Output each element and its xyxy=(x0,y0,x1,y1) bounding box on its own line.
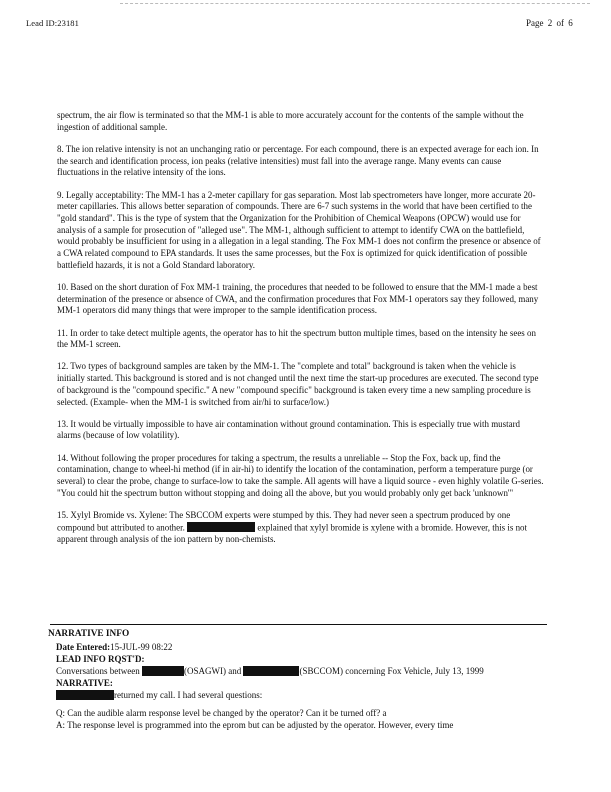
paragraph-12: 12. Two types of background samples are taken by the MM-1. The "complete and total" background is taken when the vehicle is initially started. This background is stored and is not changed until the next time the start-up procedures are executed. The second type of background is the "compound specific." A new "compound specific" background is taken every time a new sampling procedure is selected. (Example- when the MM-1 is switched from air/hi to surface/low.) xyxy=(57,361,539,407)
conversation-text-c: (SBCCOM) concerning Fox Vehicle, July 13, 1999 xyxy=(299,666,484,676)
paragraph-14: 14. Without following the proper procedures for taking a spectrum, the results a unreliable -- Stop the Fox, back up, find the contamination, change to wheel-hi method (if in air-hi) to identify the location of the contamination, perform a temperature purge (or several) to clear the probe, change to surface-low to take the sample. All agents will have a liquid source - even highly volatile G-series. "You could hit the spectrum button without stopping and doing all the above, but you would probably only get back 'unknown'" xyxy=(57,452,544,498)
narrative-label-row xyxy=(56,677,548,689)
top-edge-rule xyxy=(120,3,590,4)
date-entered-row xyxy=(56,641,548,653)
paragraph-10: 10. Based on the short duration of Fox MM-1 training, the procedures that needed to be followed to ensure that the MM-1 made a best determination of the presence or absence of CWA, and the confirmation procedures that Fox MM-1 operators say they followed, many MM-1 operators did many things that were improper to the sample identification process. xyxy=(57,281,539,316)
paragraph-7-continued: spectrum, the air flow is terminated so that the MM-1 is able to more accurately account for the contents of the sample without the ingestion of additional sample. xyxy=(57,110,524,132)
date-entered-label: Date Entered: xyxy=(56,642,111,652)
paragraph-8: 8. The ion relative intensity is not an unchanging ratio or percentage. For each compound, there is an expected average for each ion. In the search and identification process, ion peaks (relative intensities) must fall into the average range. Many events can cause fluctuations in the relative intensity of the ions. xyxy=(57,143,539,178)
narrative-heading: NARRATIVE INFO xyxy=(48,629,130,639)
redaction-block xyxy=(56,690,114,700)
body-text xyxy=(57,110,545,556)
returned-call-line xyxy=(56,689,548,701)
redaction-block xyxy=(142,666,184,676)
answer-line: A: The response level is programmed into the eprom but can be adjusted by the operator. However, every time xyxy=(56,720,454,730)
question-line: Q: Can the audible alarm response level be changed by the operator? Can it be turned off? a xyxy=(56,708,387,718)
paragraph-15-part-a: 15. Xylyl Bromide vs. Xylene: The SBCCOM experts were stumped by this. They had never seen a spectrum produced by one compound but attributed to another. xyxy=(57,509,511,533)
returned-call-text: returned my call. I had several questions: xyxy=(114,690,263,700)
lead-info-requested-row xyxy=(56,653,548,665)
paragraph-11: 11. In order to take detect multiple agents, the operator has to hit the spectrum button multiple times, based on the intensity he sees on the MM-1 screen. xyxy=(57,327,536,350)
lead-id: Lead ID:23181 xyxy=(26,18,79,28)
redaction-block xyxy=(187,522,255,532)
paragraph-15-part-b: explained that xylyl bromide is xylene with a bromide. However, this is not apparent through analysis of the ion pattern by non-chemists. xyxy=(57,522,528,544)
conversation-text-b: (OSAGWI) and xyxy=(183,666,242,676)
lead-info-requested-label: LEAD INFO RQST'D: xyxy=(56,654,145,664)
date-entered-value: 15-JUL-99 08:22 xyxy=(110,642,173,652)
conversation-text-a: Conversations between xyxy=(56,666,140,676)
paragraph-15 xyxy=(57,510,545,546)
page-number: Page 2 of 6 xyxy=(526,18,573,28)
conversation-line xyxy=(56,665,548,677)
narrative-section xyxy=(48,628,548,731)
narrative-divider xyxy=(50,624,547,625)
narrative-label: NARRATIVE: xyxy=(56,678,113,688)
redaction-block xyxy=(243,666,299,676)
paragraph-9: 9. Legally acceptability: The MM-1 has a 2-meter capillary for gas separation. Most lab spectrometers have longer, more accurate 20-meter capillaries. This allows better separation of compounds. There are 6-7 such systems in the world that have been certified to the "gold standard". This is the type of system that the Organization for the Prohibition of Chemical Weapons (OPCW) would use for analysis of a sample for prosecution of "alleged use". The MM-1, although sufficient to attempt to identify CWA on the battlefield, would probably be insufficient for using in a allegation in a legal standing. The Fox MM-1 does not confirm the presence or absence of a CWA related compound to EPA standards. It uses the same processes, but the Fox is optimized for quick identification of possible battlefield hazards, it is not a Gold Standard laboratory. xyxy=(57,189,541,270)
paragraph-13: 13. It would be virtually impossible to have air contamination without ground contamination. This is especially true with mustard alarms (because of low volatility). xyxy=(57,418,521,441)
